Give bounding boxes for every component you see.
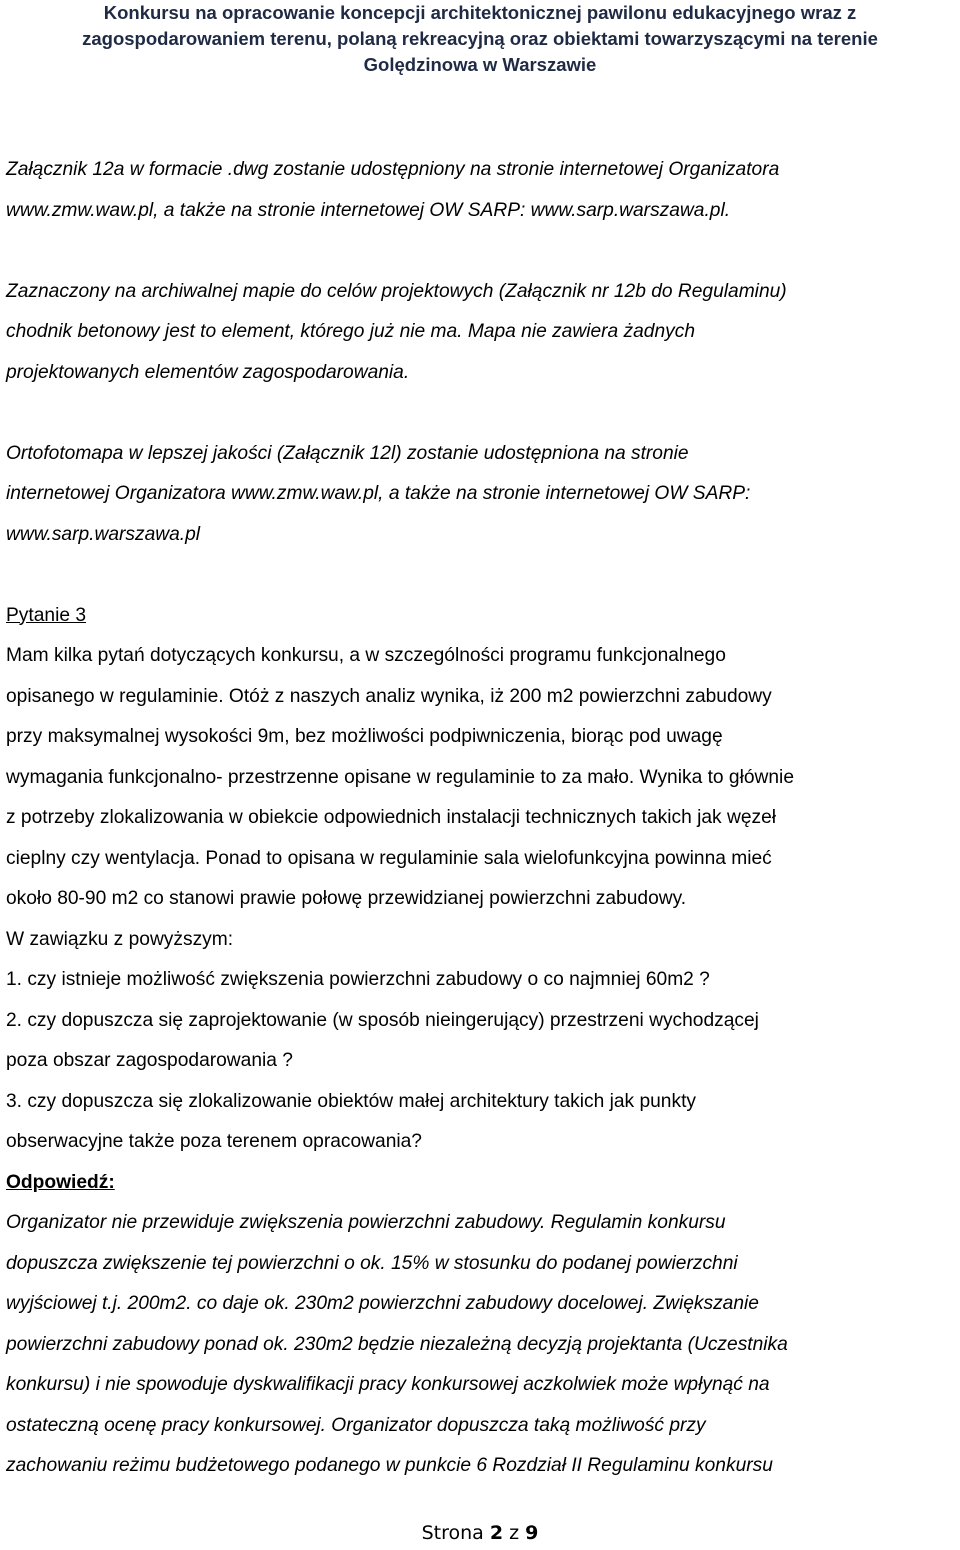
- text-line: Mam kilka pytań dotyczących konkursu, a w szczególności programu funkcjonalnego: [6, 645, 726, 666]
- document-body: [6, 150, 956, 1487]
- text-line: wyjściowej t.j. 200m2. co daje ok. 230m2 powierzchni zabudowy docelowej. Zwiększanie: [6, 1293, 759, 1314]
- text-line: W zawiązku z powyższym:: [6, 928, 234, 950]
- current-page-number: 2: [489, 1522, 504, 1544]
- page-of-label: z: [509, 1522, 520, 1544]
- text-line: ostateczną ocenę pracy konkursowej. Organizator dopuszcza taką możliwość przy: [6, 1414, 706, 1436]
- page-label: Strona: [421, 1522, 484, 1544]
- answer-heading: Odpowiedź:: [6, 1171, 115, 1193]
- text-line: powierzchni zabudowy ponad ok. 230m2 będzie niezależną decyzją projektanta (Uczestnika: [6, 1333, 788, 1355]
- text-line: Załącznik 12a w formacie .dwg zostanie udostępniony na stronie internetowej Organizatora: [6, 159, 780, 180]
- text-line: z potrzeby zlokalizowania w obiekcie odpowiednich instalacji technicznych takich jak węzeł: [6, 807, 777, 828]
- text-line: www.zmw.waw.pl, a także na stronie internetowej OW SARP: www.sarp.warszawa.pl.: [6, 199, 731, 221]
- text-line: projektowanych elementów zagospodarowania.: [6, 361, 410, 383]
- text-line: Ortofotomapa w lepszej jakości (Załącznik 12l) zostanie udostępniona na stronie: [6, 442, 689, 464]
- text-line: około 80-90 m2 co stanowi prawie połowę przewidzianej powierzchni zabudowy.: [6, 888, 687, 909]
- text-line: dopuszcza zwiększenie tej powierzchni o ok. 15% w stosunku do podanej powierzchni: [6, 1252, 738, 1274]
- text-line: internetowej Organizatora www.zmw.waw.pl, a także na stronie internetowej OW SARP:: [6, 483, 751, 504]
- paragraph-orthophoto: [6, 434, 956, 556]
- paragraph-archival-map: [6, 272, 956, 394]
- text-line: poza obszar zagospodarowania ?: [6, 1050, 293, 1071]
- header-line: Golędzinowa w Warszawie: [363, 54, 597, 75]
- text-line: przy maksymalnej wysokości 9m, bez możliwości podpiwniczenia, biorąc pod uwagę: [6, 726, 723, 747]
- text-line: zachowaniu reżimu budżetowego podanego w punkcie 6 Rozdział II Regulaminu konkursu: [6, 1455, 773, 1476]
- question-section: [6, 596, 956, 1163]
- text-line: cieplny czy wentylacja. Ponad to opisana w regulaminie sala wielofunkcyjna powinna mieć: [6, 847, 772, 869]
- paragraph-attachment-12a: [6, 150, 956, 231]
- answer-text: [6, 1203, 956, 1487]
- header-line: Konkursu na opracowanie koncepcji architektonicznej pawilonu edukacyjnego wraz z: [103, 2, 857, 23]
- text-line: opisanego w regulaminie. Otóż z naszych analiz wynika, iż 200 m2 powierzchni zabudowy: [6, 685, 772, 707]
- answer-section: [6, 1163, 956, 1487]
- text-line: 2. czy dopuszcza się zaprojektowanie (w sposób nieingerujący) przestrzeni wychodzącej: [6, 1009, 759, 1031]
- text-line: chodnik betonowy jest to element, którego już nie ma. Mapa nie zawiera żadnych: [6, 321, 695, 342]
- document-header: [0, 0, 960, 78]
- text-line: Organizator nie przewiduje zwiększenia powierzchni zabudowy. Regulamin konkursu: [6, 1212, 726, 1233]
- question-heading: Pytanie 3: [6, 604, 87, 626]
- text-line: 1. czy istnieje możliwość zwiększenia powierzchni zabudowy o co najmniej 60m2 ?: [6, 969, 710, 990]
- text-line: konkursu) i nie spowoduje dyskwalifikacji pracy konkursowej aczkolwiek może wpłynąć na: [6, 1374, 770, 1395]
- text-line: www.sarp.warszawa.pl: [6, 523, 201, 545]
- text-line: Zaznaczony na archiwalnej mapie do celów projektowych (Załącznik nr 12b do Regulaminu): [6, 280, 787, 302]
- total-pages-number: 9: [525, 1522, 539, 1544]
- page-footer: [0, 1520, 960, 1546]
- header-line: zagospodarowaniem terenu, polaną rekreacyjną oraz obiektami towarzyszącymi na terenie: [82, 28, 878, 49]
- text-line: 3. czy dopuszcza się zlokalizowanie obiektów małej architektury takich jak punkty: [6, 1090, 697, 1112]
- text-line: obserwacyjne także poza terenem opracowania?: [6, 1131, 422, 1152]
- text-line: wymagania funkcjonalno- przestrzenne opisane w regulaminie to za mało. Wynika to głównie: [6, 766, 794, 788]
